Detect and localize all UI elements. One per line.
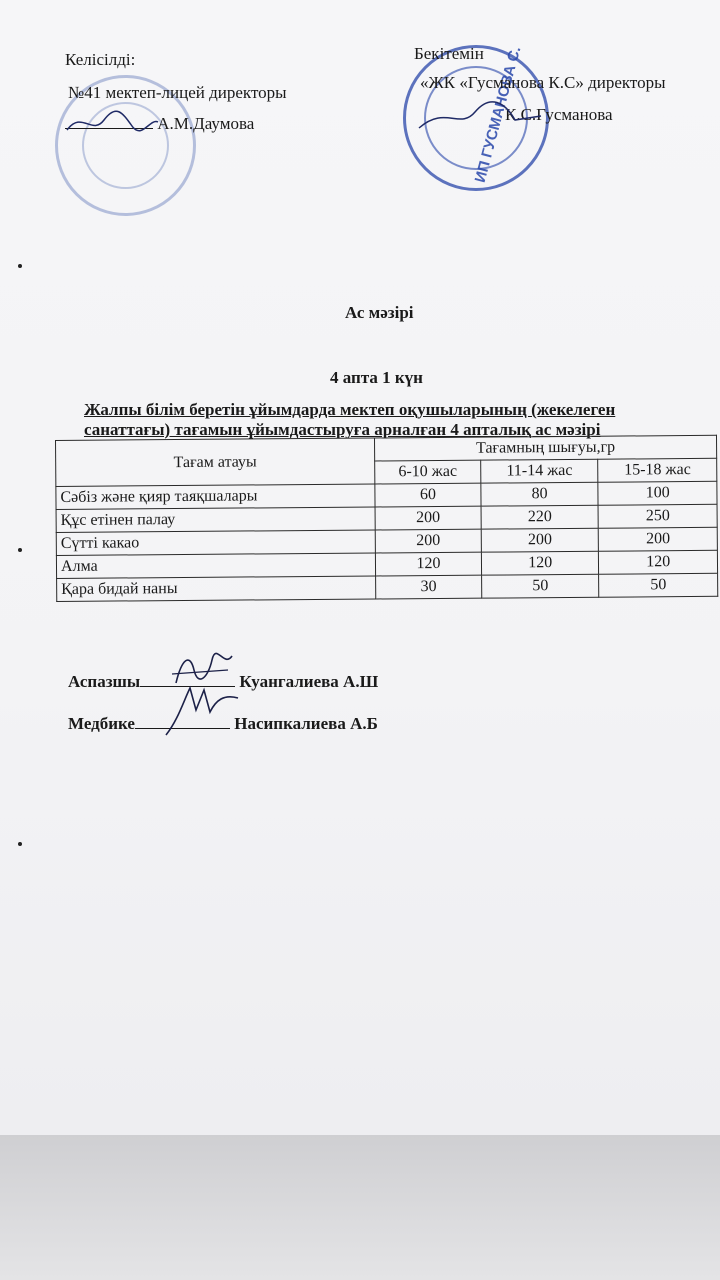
dish-value: 120 [375, 552, 481, 576]
left-approver-name: А.М.Даумова [157, 114, 255, 133]
approved-label: Бекітемін [414, 44, 484, 63]
desk-background [0, 1135, 720, 1280]
dish-name: Сүтті какао [56, 530, 375, 556]
dish-value: 50 [482, 574, 600, 598]
dish-name: Сәбіз және қияр таяқшалары [56, 484, 375, 510]
nurse-name: Насипкалиева А.Б [234, 714, 378, 733]
dish-value: 100 [598, 481, 717, 505]
header-dish-name: Тағам атауы [56, 438, 375, 487]
dish-value: 200 [599, 527, 718, 551]
dish-value: 80 [481, 482, 599, 506]
dish-value: 50 [599, 573, 718, 597]
right-position: «ЖК «Гусманова К.С» директоры [420, 73, 666, 92]
left-position: №41 мектеп-лицей директоры [68, 83, 287, 102]
left-signature-scribble [62, 108, 162, 138]
week-day-label: 4 апта 1 күн [330, 368, 423, 387]
age-group-1: 6-10 жас [375, 460, 481, 484]
agreed-label: Келісілді: [65, 50, 136, 69]
age-group-3: 15-18 жас [598, 458, 717, 482]
binder-hole [18, 842, 22, 846]
binder-hole [18, 264, 22, 268]
stamp-text: ИП ГУСМАНОВА С. [471, 44, 525, 185]
nurse-label: Медбике [68, 714, 135, 733]
dish-value: 60 [375, 483, 481, 507]
cook-name: Куангалиева А.Ш [239, 672, 379, 691]
dish-value: 200 [375, 506, 481, 530]
dish-value: 250 [599, 504, 718, 528]
dish-name: Қара бидай наны [57, 576, 376, 602]
dish-value: 200 [375, 529, 481, 553]
binder-hole [18, 548, 22, 552]
right-signature-scribble [415, 100, 545, 135]
subtitle-line-2: санаттағы) тағамын ұйымдастыруға арналған 4 апталық ас мәзірі [84, 420, 601, 439]
cook-label: Аспазшы [68, 672, 141, 691]
age-group-2: 11-14 жас [481, 459, 599, 483]
header-yield: Тағамның шығуы,гр [374, 435, 716, 461]
dish-value: 200 [481, 528, 599, 552]
dish-name: Алма [56, 553, 375, 579]
right-approver-name: К.С.Гусманова [505, 105, 613, 124]
subtitle-line-1: Жалпы білім беретін ұйымдарда мектеп оқушыларының (жекелеген [84, 400, 616, 419]
dish-value: 120 [599, 550, 718, 574]
dish-name: Құс етінен палау [56, 507, 375, 533]
dish-value: 120 [481, 551, 599, 575]
nurse-signature-scribble [160, 680, 250, 740]
dish-value: 30 [376, 575, 482, 599]
dish-value: 220 [481, 505, 599, 529]
menu-table [55, 435, 718, 602]
table-row [57, 573, 718, 601]
page-title: Ас мәзірі [345, 303, 414, 322]
